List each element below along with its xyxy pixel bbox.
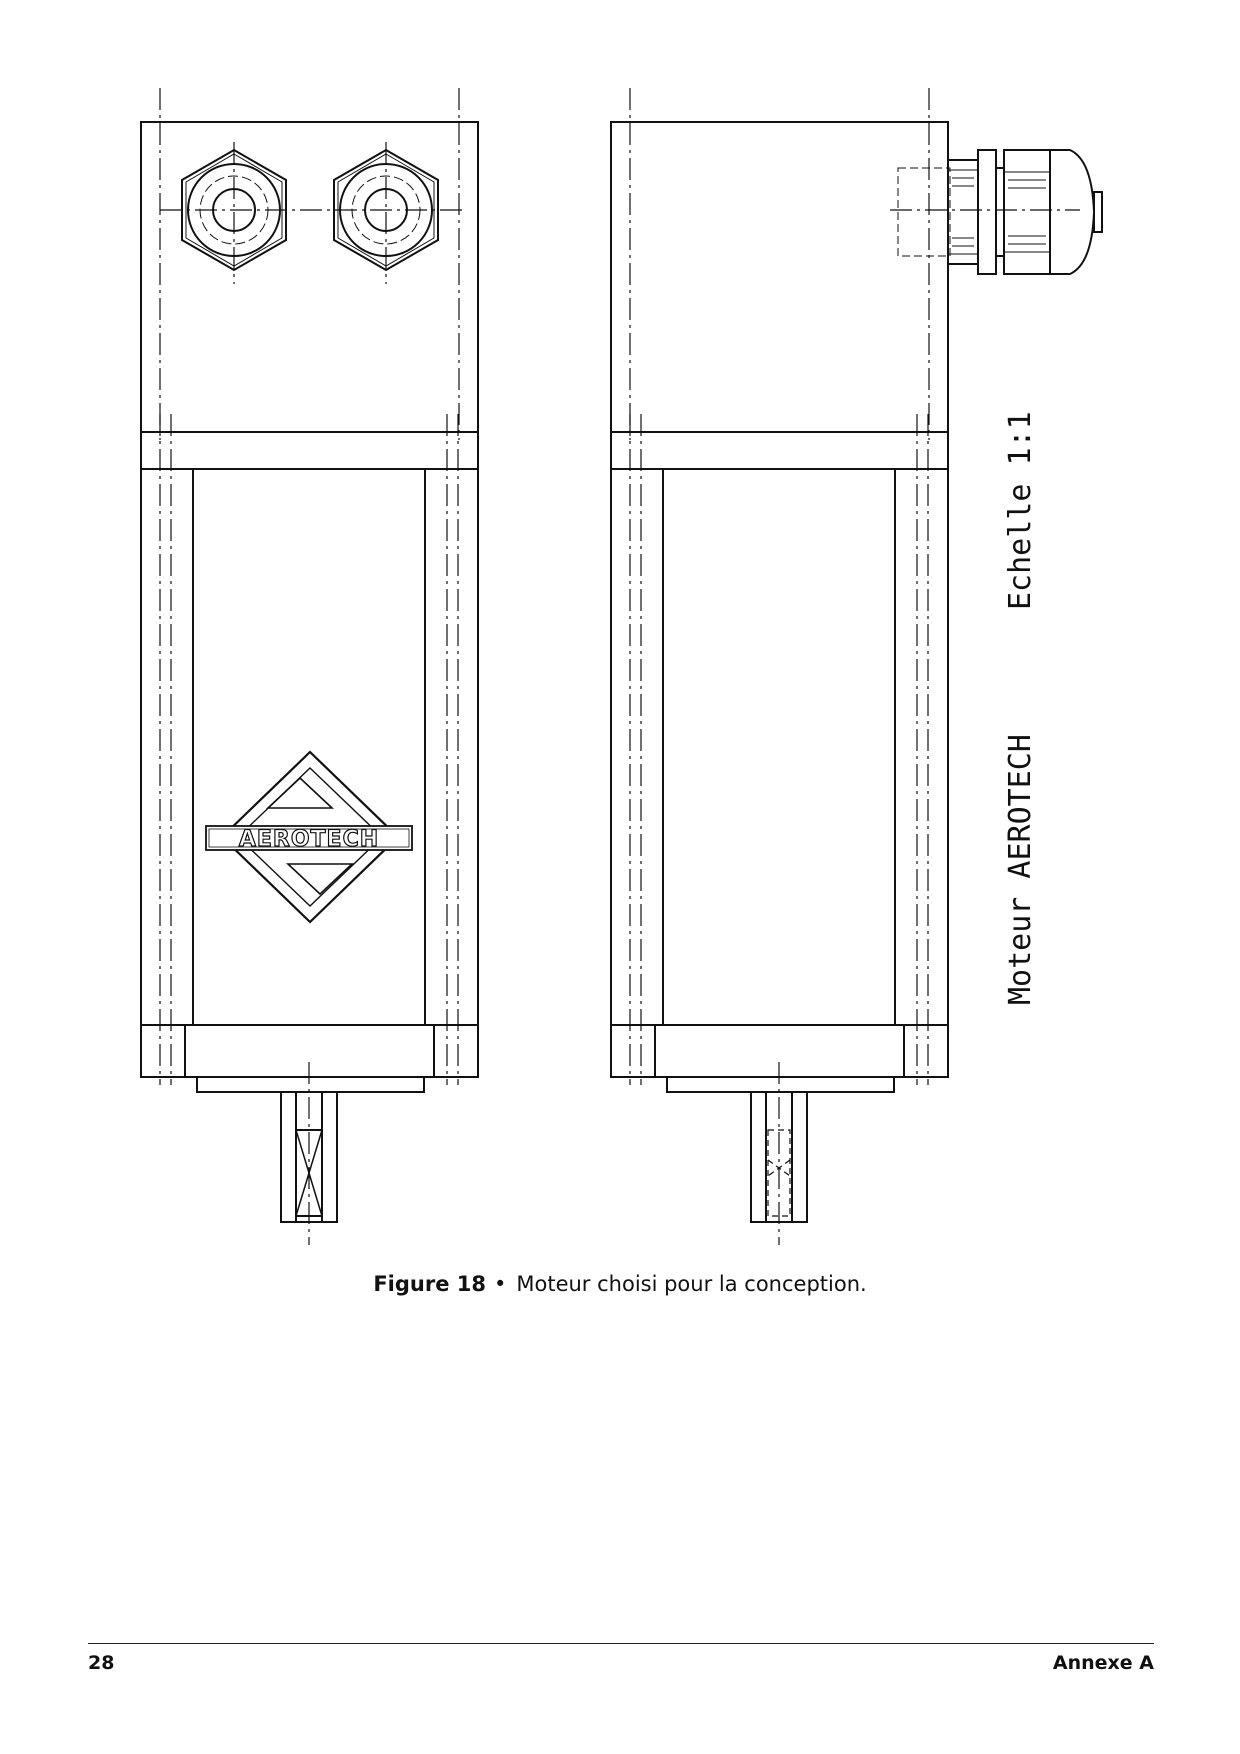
caption-bullet: • xyxy=(493,1272,507,1296)
page-number: 28 xyxy=(88,1652,115,1674)
motor-front-view xyxy=(141,88,478,1245)
footer-rule xyxy=(88,1643,1154,1644)
aerotech-logo xyxy=(206,752,412,922)
logo-text: AEROTECH xyxy=(238,827,380,852)
figure-caption-text: Moteur choisi pour la conception. xyxy=(516,1272,867,1296)
figure-label: Figure 18 xyxy=(373,1272,486,1296)
drawing-title: Moteur AEROTECH xyxy=(1003,734,1038,1005)
motor-side-view xyxy=(611,88,1102,1245)
drawing-scale: Echelle 1:1 xyxy=(1003,411,1038,610)
footer-section: Annexe A xyxy=(1052,1652,1154,1674)
figure-caption xyxy=(0,1272,1240,1296)
